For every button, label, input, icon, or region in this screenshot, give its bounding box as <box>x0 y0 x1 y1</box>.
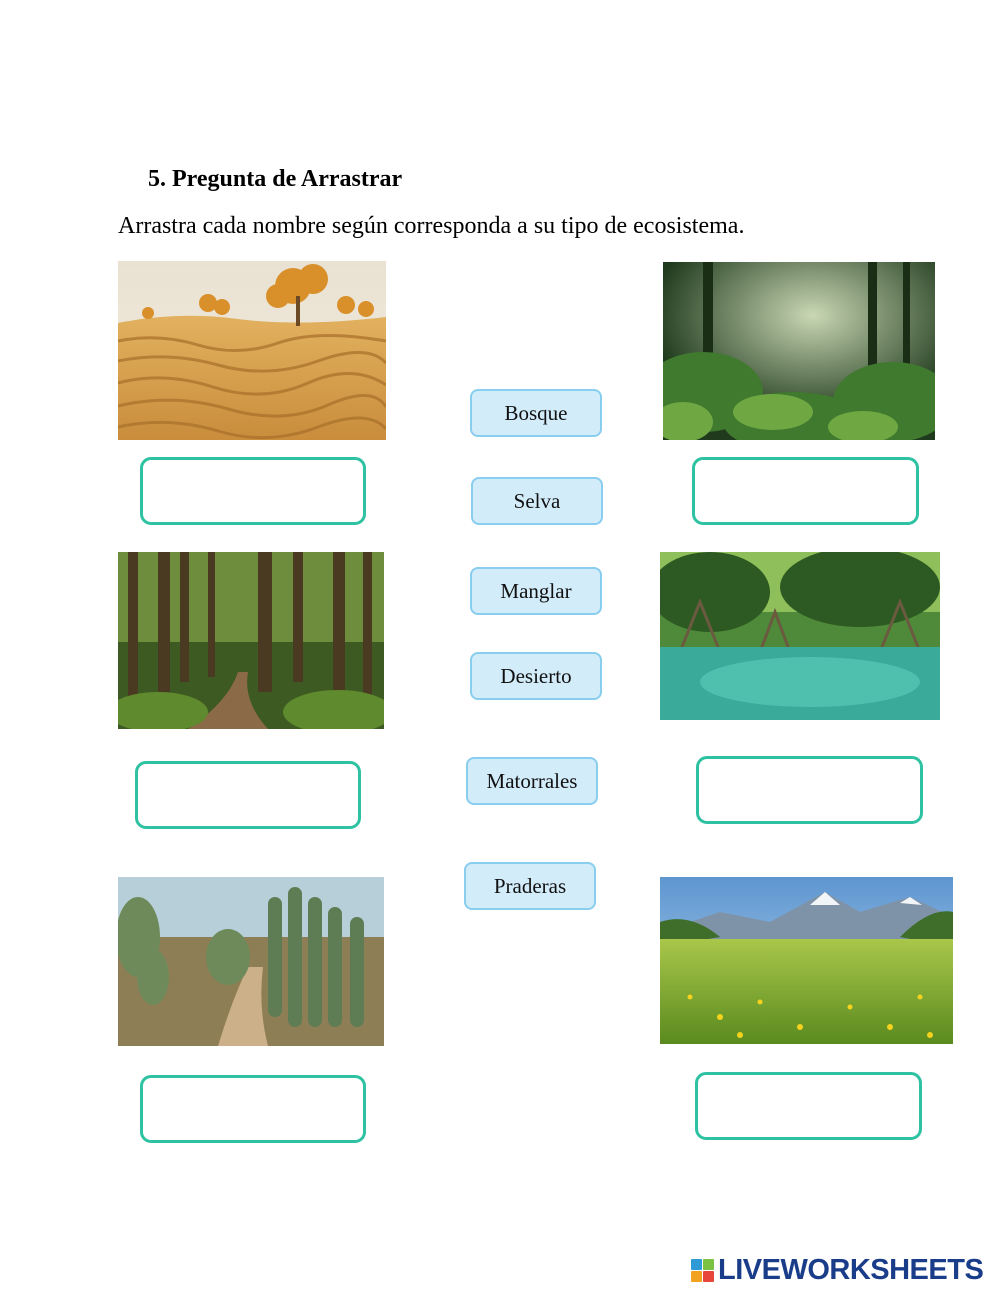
chip-desierto[interactable]: Desierto <box>470 652 602 700</box>
cactus-scrub-image <box>118 877 384 1046</box>
drop-zone-meadow[interactable] <box>695 1072 922 1140</box>
desert-dunes-image <box>118 261 386 440</box>
logo-text: LIVEWORKSHEETS <box>718 1253 984 1286</box>
logo-mark-icon <box>691 1259 714 1282</box>
chip-matorrales[interactable]: Matorrales <box>466 757 598 805</box>
drop-zone-mangrove[interactable] <box>696 756 923 824</box>
meadow-mountains-image <box>660 877 953 1044</box>
question-title: 5. Pregunta de Arrastrar <box>148 166 403 192</box>
chip-manglar[interactable]: Manglar <box>470 567 602 615</box>
forest-path-image <box>118 552 384 729</box>
drop-zone-scrub[interactable] <box>140 1075 366 1143</box>
liveworksheets-logo <box>691 1254 983 1286</box>
chip-bosque[interactable]: Bosque <box>470 389 602 437</box>
drop-zone-desert[interactable] <box>140 457 366 525</box>
chip-selva[interactable]: Selva <box>471 477 603 525</box>
drop-zone-jungle[interactable] <box>692 457 919 525</box>
mangrove-image <box>660 552 940 720</box>
jungle-image <box>663 262 935 440</box>
question-instruction: Arrastra cada nombre según corresponda a su tipo de ecosistema. <box>118 213 745 239</box>
drop-zone-forest[interactable] <box>135 761 361 829</box>
chip-praderas[interactable]: Praderas <box>464 862 596 910</box>
